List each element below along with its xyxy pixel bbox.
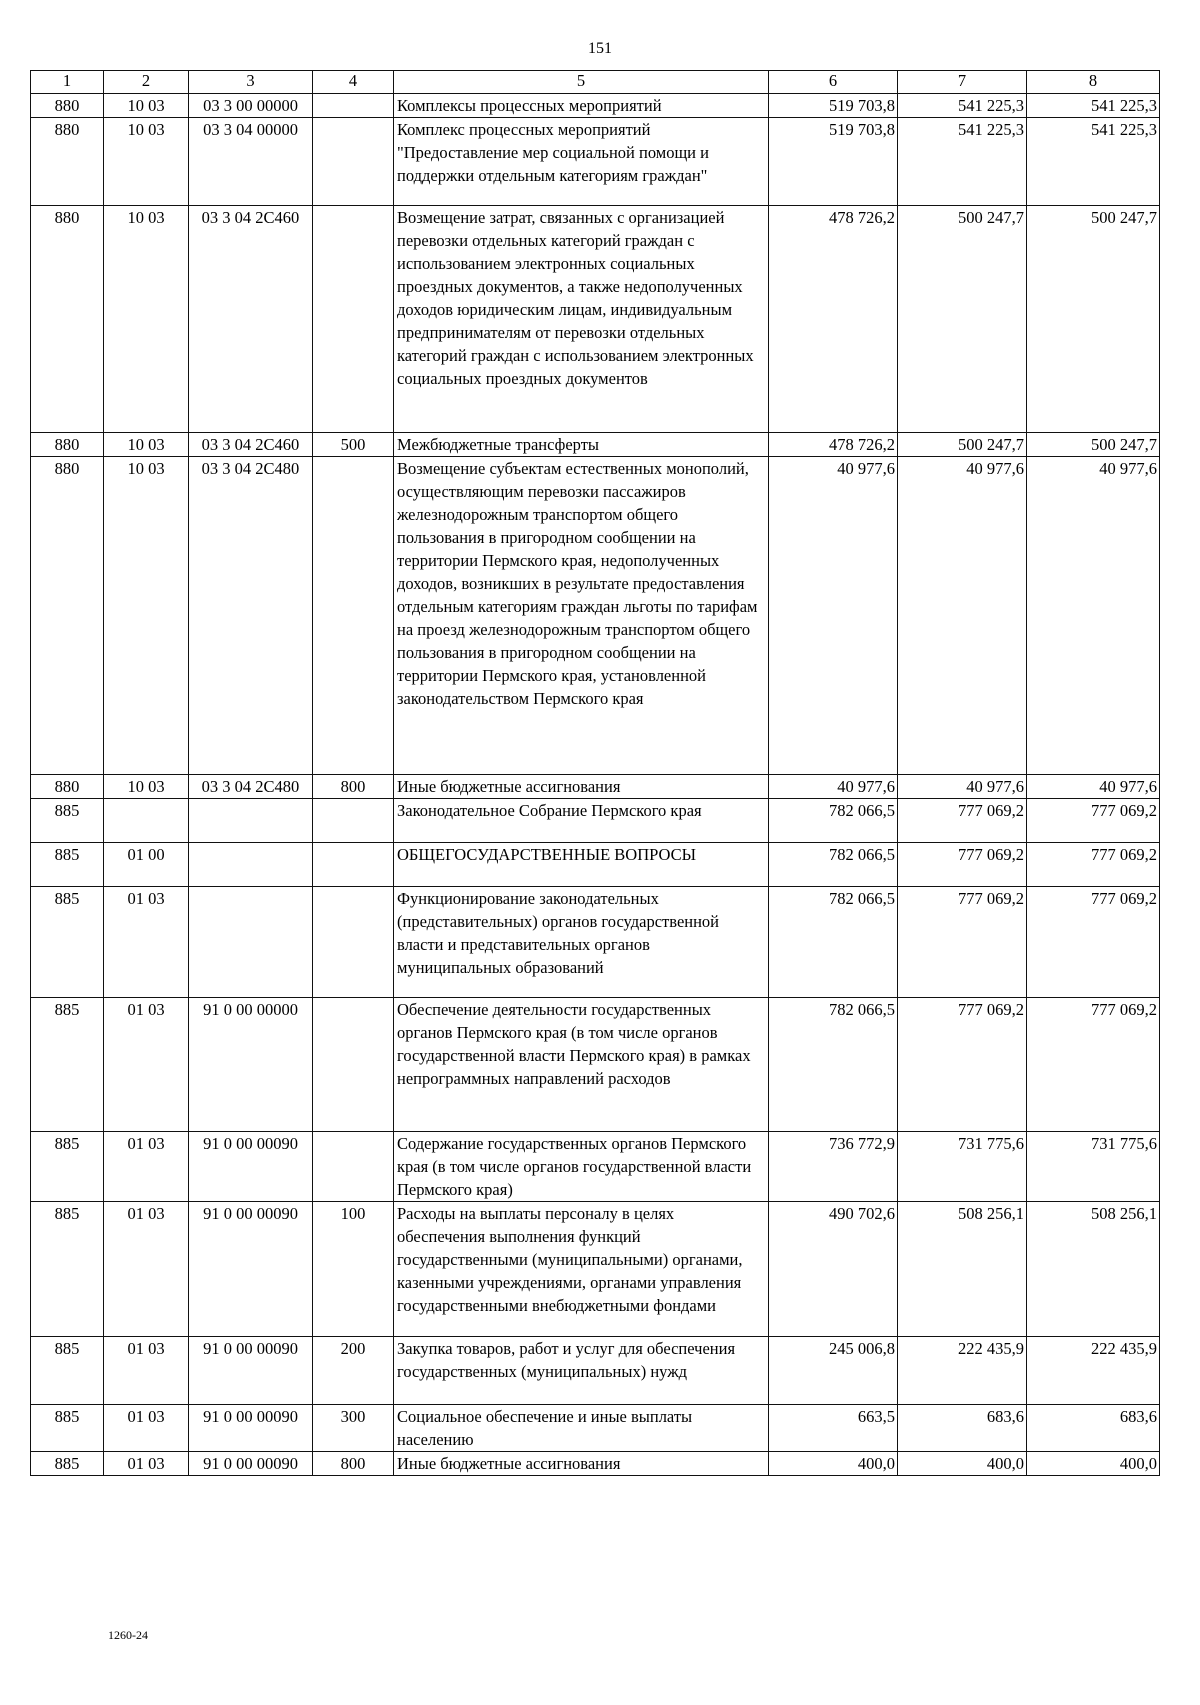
cell-description: Функционирование законодательных (представительных) органов государственной власти и представительных органов муниципальных образований (394, 887, 769, 998)
cell-admin-code: 885 (31, 1132, 104, 1202)
cell-target-code (189, 799, 313, 843)
cell-admin-code: 885 (31, 998, 104, 1132)
cell-admin-code: 885 (31, 1337, 104, 1405)
cell-amount-year-3: 777 069,2 (1027, 998, 1160, 1132)
header-col-2: 2 (104, 71, 189, 94)
cell-description: Закупка товаров, работ и услуг для обеспечения государственных (муниципальных) нужд (394, 1337, 769, 1405)
cell-target-code: 91 0 00 00090 (189, 1132, 313, 1202)
cell-target-code: 91 0 00 00000 (189, 998, 313, 1132)
cell-section-code (104, 799, 189, 843)
table-row (31, 1202, 1160, 1337)
cell-admin-code: 885 (31, 887, 104, 998)
cell-amount-year-1: 736 772,9 (769, 1132, 898, 1202)
cell-expense-type (313, 457, 394, 775)
cell-target-code: 03 3 04 2С480 (189, 775, 313, 799)
cell-section-code: 01 03 (104, 1202, 189, 1337)
cell-amount-year-3: 40 977,6 (1027, 457, 1160, 775)
cell-admin-code: 880 (31, 433, 104, 457)
cell-amount-year-2: 777 069,2 (898, 998, 1027, 1132)
cell-target-code: 91 0 00 00090 (189, 1202, 313, 1337)
cell-amount-year-2: 777 069,2 (898, 799, 1027, 843)
cell-expense-type (313, 1132, 394, 1202)
cell-amount-year-2: 541 225,3 (898, 118, 1027, 206)
cell-description: Межбюджетные трансферты (394, 433, 769, 457)
cell-amount-year-3: 731 775,6 (1027, 1132, 1160, 1202)
cell-amount-year-1: 400,0 (769, 1452, 898, 1476)
cell-amount-year-2: 777 069,2 (898, 887, 1027, 998)
cell-amount-year-3: 400,0 (1027, 1452, 1160, 1476)
cell-target-code: 03 3 04 2С460 (189, 433, 313, 457)
table-body (31, 94, 1160, 1476)
cell-admin-code: 880 (31, 206, 104, 433)
cell-amount-year-2: 777 069,2 (898, 843, 1027, 887)
cell-target-code: 03 3 04 2С480 (189, 457, 313, 775)
cell-amount-year-2: 222 435,9 (898, 1337, 1027, 1405)
cell-amount-year-2: 541 225,3 (898, 94, 1027, 118)
cell-description: Социальное обеспечение и иные выплаты населению (394, 1405, 769, 1452)
cell-amount-year-2: 40 977,6 (898, 775, 1027, 799)
cell-expense-type: 500 (313, 433, 394, 457)
document-code: 1260-24 (108, 1628, 148, 1642)
cell-admin-code: 880 (31, 775, 104, 799)
cell-amount-year-2: 683,6 (898, 1405, 1027, 1452)
table-row (31, 457, 1160, 775)
cell-amount-year-1: 40 977,6 (769, 775, 898, 799)
cell-expense-type (313, 94, 394, 118)
table-row (31, 118, 1160, 206)
cell-admin-code: 885 (31, 799, 104, 843)
cell-description: Иные бюджетные ассигнования (394, 1452, 769, 1476)
cell-amount-year-1: 782 066,5 (769, 843, 898, 887)
cell-description: Возмещение субъектам естественных монополий, осуществляющим перевозки пассажиров железнодорожным транспортом общего пользования в пригородном сообщении на территории Пермского края, недополученных доходов, возникших в результате предоставления отдельным категориям граждан льготы по тарифам на проезд железнодорожным транспортом общего пользования в пригородном сообщении на территории Пермского края, установленной законодательством Пермского края (394, 457, 769, 775)
cell-expense-type: 300 (313, 1405, 394, 1452)
cell-description: Законодательное Собрание Пермского края (394, 799, 769, 843)
header-col-3: 3 (189, 71, 313, 94)
cell-amount-year-1: 782 066,5 (769, 887, 898, 998)
cell-admin-code: 885 (31, 1405, 104, 1452)
cell-section-code: 01 03 (104, 1337, 189, 1405)
cell-amount-year-1: 519 703,8 (769, 94, 898, 118)
cell-target-code (189, 887, 313, 998)
table-row (31, 887, 1160, 998)
header-col-6: 6 (769, 71, 898, 94)
cell-section-code: 10 03 (104, 775, 189, 799)
cell-section-code: 10 03 (104, 118, 189, 206)
cell-amount-year-3: 222 435,9 (1027, 1337, 1160, 1405)
cell-amount-year-1: 478 726,2 (769, 206, 898, 433)
cell-section-code: 01 03 (104, 1452, 189, 1476)
cell-expense-type (313, 887, 394, 998)
cell-amount-year-1: 40 977,6 (769, 457, 898, 775)
cell-description: ОБЩЕГОСУДАРСТВЕННЫЕ ВОПРОСЫ (394, 843, 769, 887)
cell-admin-code: 880 (31, 457, 104, 775)
cell-amount-year-2: 731 775,6 (898, 1132, 1027, 1202)
cell-description: Обеспечение деятельности государственных органов Пермского края (в том числе органов государственной власти Пермского края) в рамках непрограммных направлений расходов (394, 998, 769, 1132)
cell-expense-type: 100 (313, 1202, 394, 1337)
table-row (31, 433, 1160, 457)
table-row (31, 94, 1160, 118)
cell-amount-year-3: 40 977,6 (1027, 775, 1160, 799)
cell-expense-type (313, 206, 394, 433)
budget-table (30, 70, 1160, 1476)
cell-description: Расходы на выплаты персоналу в целях обеспечения выполнения функций государственными (муниципальными) органами, казенными учреждениями, органами управления государственными внебюджетными фондами (394, 1202, 769, 1337)
cell-amount-year-3: 500 247,7 (1027, 206, 1160, 433)
cell-section-code: 01 03 (104, 887, 189, 998)
cell-amount-year-1: 663,5 (769, 1405, 898, 1452)
cell-description: Комплекс процессных мероприятий "Предоставление мер социальной помощи и поддержки отдельным категориям граждан" (394, 118, 769, 206)
cell-amount-year-2: 500 247,7 (898, 206, 1027, 433)
cell-section-code: 10 03 (104, 94, 189, 118)
cell-section-code: 10 03 (104, 433, 189, 457)
cell-admin-code: 885 (31, 1452, 104, 1476)
table-row (31, 1452, 1160, 1476)
table-row (31, 775, 1160, 799)
cell-admin-code: 885 (31, 1202, 104, 1337)
cell-section-code: 10 03 (104, 206, 189, 433)
cell-amount-year-2: 500 247,7 (898, 433, 1027, 457)
cell-amount-year-3: 683,6 (1027, 1405, 1160, 1452)
table-row (31, 843, 1160, 887)
cell-amount-year-1: 478 726,2 (769, 433, 898, 457)
table-row (31, 799, 1160, 843)
cell-amount-year-3: 500 247,7 (1027, 433, 1160, 457)
cell-target-code (189, 843, 313, 887)
cell-amount-year-3: 777 069,2 (1027, 843, 1160, 887)
cell-amount-year-3: 541 225,3 (1027, 118, 1160, 206)
header-col-5: 5 (394, 71, 769, 94)
cell-target-code: 91 0 00 00090 (189, 1452, 313, 1476)
cell-description: Комплексы процессных мероприятий (394, 94, 769, 118)
cell-amount-year-1: 490 702,6 (769, 1202, 898, 1337)
cell-expense-type (313, 799, 394, 843)
cell-section-code: 10 03 (104, 457, 189, 775)
cell-expense-type (313, 843, 394, 887)
header-row (31, 71, 1160, 94)
cell-section-code: 01 03 (104, 998, 189, 1132)
cell-amount-year-1: 782 066,5 (769, 799, 898, 843)
cell-target-code: 03 3 04 00000 (189, 118, 313, 206)
cell-amount-year-1: 519 703,8 (769, 118, 898, 206)
cell-description: Иные бюджетные ассигнования (394, 775, 769, 799)
cell-amount-year-3: 541 225,3 (1027, 94, 1160, 118)
table-row (31, 1405, 1160, 1452)
cell-amount-year-3: 508 256,1 (1027, 1202, 1160, 1337)
header-col-8: 8 (1027, 71, 1160, 94)
cell-section-code: 01 00 (104, 843, 189, 887)
cell-section-code: 01 03 (104, 1405, 189, 1452)
cell-admin-code: 880 (31, 118, 104, 206)
cell-target-code: 03 3 00 00000 (189, 94, 313, 118)
cell-target-code: 03 3 04 2С460 (189, 206, 313, 433)
header-col-4: 4 (313, 71, 394, 94)
cell-admin-code: 880 (31, 94, 104, 118)
table-row (31, 998, 1160, 1132)
cell-description: Содержание государственных органов Пермского края (в том числе органов государственной власти Пермского края) (394, 1132, 769, 1202)
cell-amount-year-2: 400,0 (898, 1452, 1027, 1476)
cell-expense-type: 800 (313, 775, 394, 799)
cell-expense-type (313, 998, 394, 1132)
cell-amount-year-1: 782 066,5 (769, 998, 898, 1132)
cell-target-code: 91 0 00 00090 (189, 1337, 313, 1405)
cell-expense-type: 200 (313, 1337, 394, 1405)
cell-amount-year-2: 508 256,1 (898, 1202, 1027, 1337)
cell-amount-year-1: 245 006,8 (769, 1337, 898, 1405)
table-row (31, 1132, 1160, 1202)
cell-description: Возмещение затрат, связанных с организацией перевозки отдельных категорий граждан с использованием электронных социальных проездных документов, а также недополученных доходов юридическим лицам, индивидуальным предпринимателям от перевозки отдельных категорий граждан с использованием электронных социальных проездных документов (394, 206, 769, 433)
header-col-1: 1 (31, 71, 104, 94)
page-number: 151 (588, 40, 612, 57)
header-col-7: 7 (898, 71, 1027, 94)
cell-target-code: 91 0 00 00090 (189, 1405, 313, 1452)
cell-expense-type (313, 118, 394, 206)
cell-amount-year-3: 777 069,2 (1027, 887, 1160, 998)
cell-amount-year-2: 40 977,6 (898, 457, 1027, 775)
cell-section-code: 01 03 (104, 1132, 189, 1202)
cell-amount-year-3: 777 069,2 (1027, 799, 1160, 843)
cell-admin-code: 885 (31, 843, 104, 887)
cell-expense-type: 800 (313, 1452, 394, 1476)
table-row (31, 206, 1160, 433)
table-row (31, 1337, 1160, 1405)
